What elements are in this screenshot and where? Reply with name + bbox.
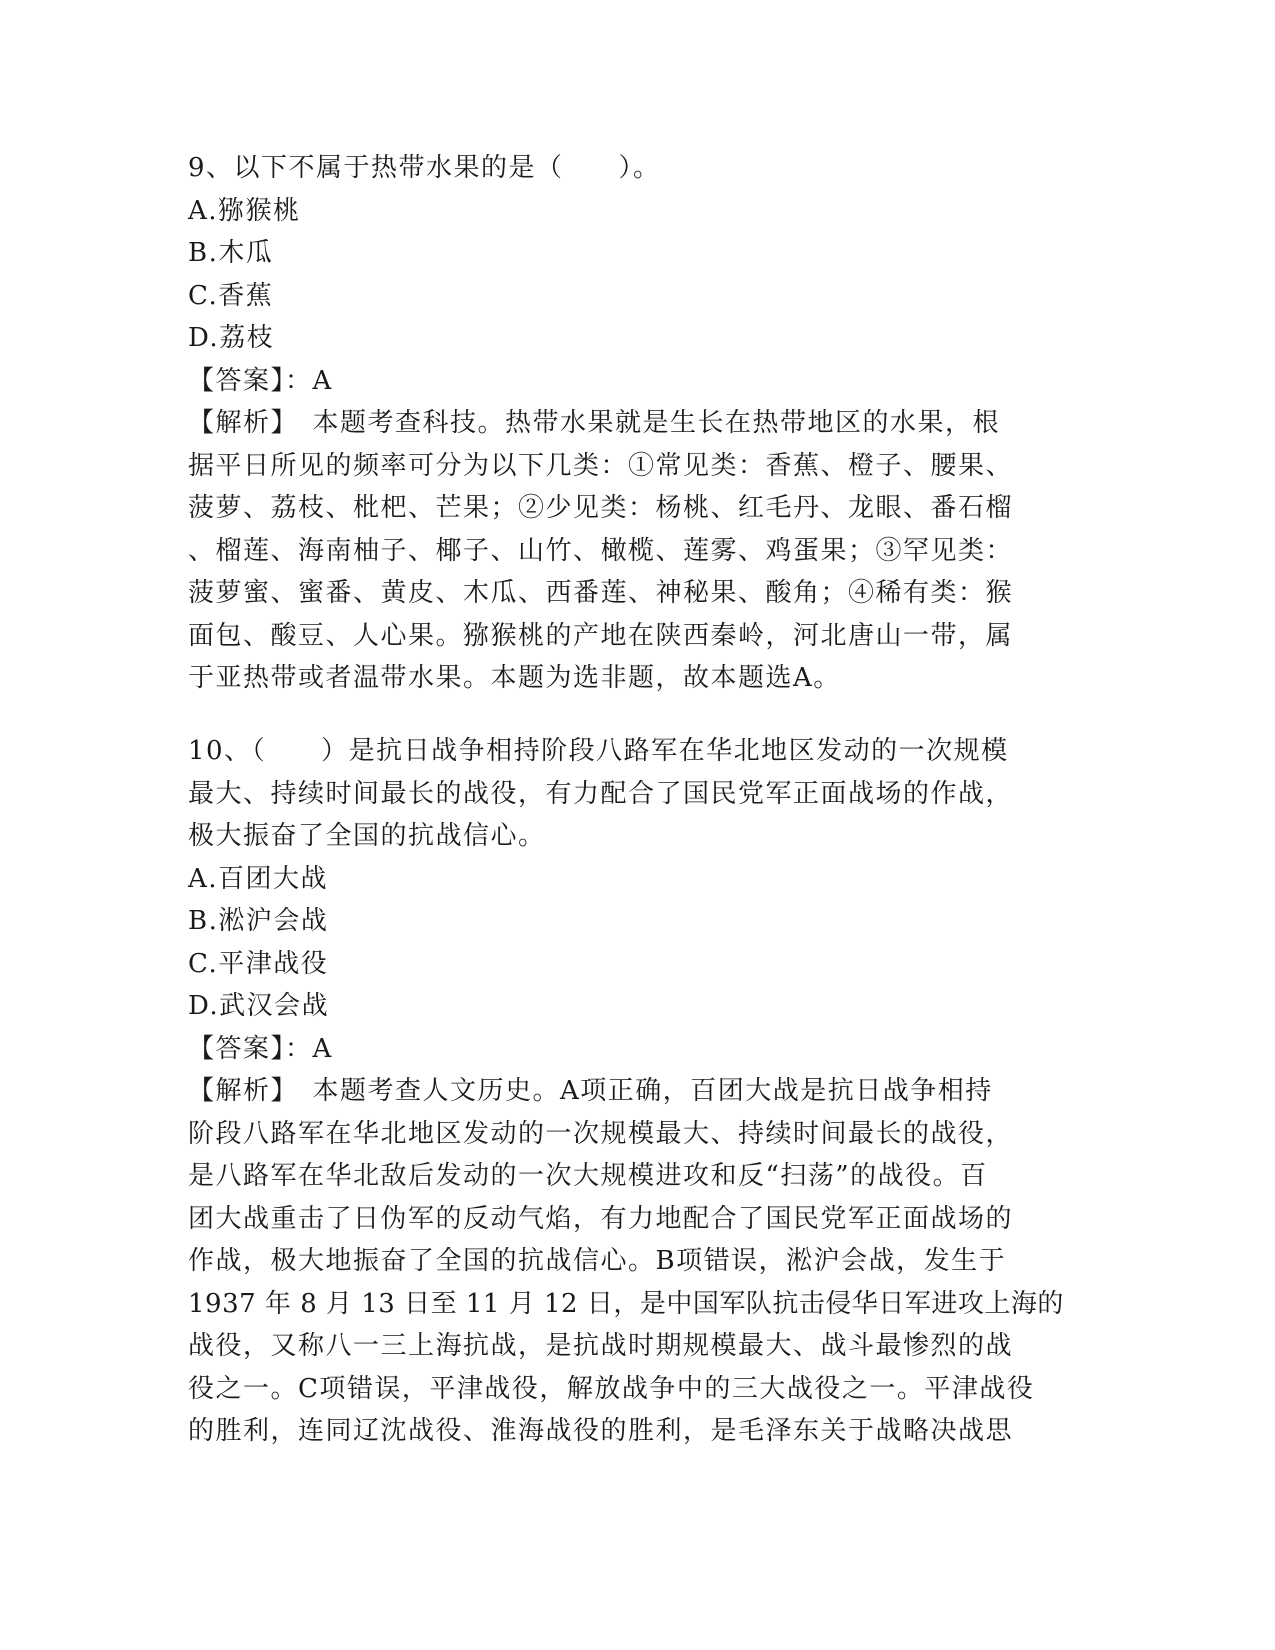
question-10-option-d: D.武汉会战 <box>188 991 330 1021</box>
analysis-line: 阶段八路军在华北地区发动的一次规模最大、持续时间最长的战役， <box>188 1118 1014 1149</box>
question-10-answer: 【答案】：A <box>188 1033 333 1064</box>
analysis-line: 是八路军在华北敌后发动的一次大规模进攻和反“扫荡”的战役。百 <box>188 1161 988 1191</box>
question-9 <box>188 147 1078 700</box>
question-9-stem: 9、以下不属于热带水果的是（ ）。 <box>188 153 661 183</box>
analysis-line: 菠萝、荔枝、枇杷、芒果；②少见类：杨桃、红毛丹、龙眼、番石榴 <box>188 493 1014 523</box>
question-9-option-d: D.荔枝 <box>188 323 275 353</box>
question-9-option-b: B.木瓜 <box>188 238 274 268</box>
question-10-stem-line: 10、（ ）是抗日战争相持阶段八路军在华北地区发动的一次规模 <box>188 736 1009 766</box>
analysis-line: 的胜利，连同辽沈战役、淮海战役的胜利，是毛泽东关于战略决战思 <box>188 1416 1014 1446</box>
analysis-line: 据平日所见的频率可分为以下几类：①常见类：香蕉、橙子、腰果、 <box>188 450 1014 481</box>
analysis-line: 役之一。C项错误，平津战役，解放战争中的三大战役之一。平津战役 <box>188 1373 1035 1404</box>
analysis-line: 【解析】 本题考查人文历史。A项正确，百团大战是抗日战争相持 <box>188 1076 993 1106</box>
question-10-analysis <box>188 1070 1078 1453</box>
analysis-line: 作战，极大地振奋了全国的抗战信心。B项错误，淞沪会战，发生于 <box>188 1246 1007 1276</box>
question-10-option-c: C.平津战役 <box>188 948 329 979</box>
question-10-stem-line: 最大、持续时间最长的战役，有力配合了国民党军正面战场的作战， <box>188 778 1014 809</box>
analysis-line: 团大战重击了日伪军的反动气焰，有力地配合了国民党军正面战场的 <box>188 1203 1014 1234</box>
question-10-option-b: B.淞沪会战 <box>188 906 329 936</box>
analysis-line: 面包、酸豆、人心果。猕猴桃的产地在陕西秦岭，河北唐山一带，属 <box>188 620 1014 651</box>
analysis-line: 【解析】 本题考查科技。热带水果就是生长在热带地区的水果，根 <box>188 408 1001 438</box>
analysis-line: 战役，又称八一三上海抗战，是抗战时期规模最大、战斗最惨烈的战 <box>188 1331 1014 1361</box>
analysis-line: 菠萝蜜、蜜番、黄皮、木瓜、西番莲、神秘果、酸角；④稀有类：猴 <box>188 578 1014 608</box>
question-9-option-a: A.猕猴桃 <box>188 195 301 226</box>
question-10 <box>188 730 1078 1453</box>
question-9-analysis <box>188 402 1078 700</box>
analysis-line: 1937 年 8 月 13 日至 11 月 12 日，是中国军队抗击侵华日军进攻上海的 <box>188 1288 1064 1319</box>
question-9-answer: 【答案】：A <box>188 365 333 396</box>
question-10-stem <box>188 730 1078 858</box>
question-9-option-c: C.香蕉 <box>188 280 274 311</box>
question-10-stem-line: 极大振奋了全国的抗战信心。 <box>188 821 546 851</box>
analysis-line: 于亚热带或者温带水果。本题为选非题，故本题选A。 <box>188 663 841 693</box>
analysis-line: 、榴莲、海南柚子、椰子、山竹、橄榄、莲雾、鸡蛋果；③罕见类： <box>188 535 1014 566</box>
question-10-option-a: A.百团大战 <box>188 863 329 894</box>
